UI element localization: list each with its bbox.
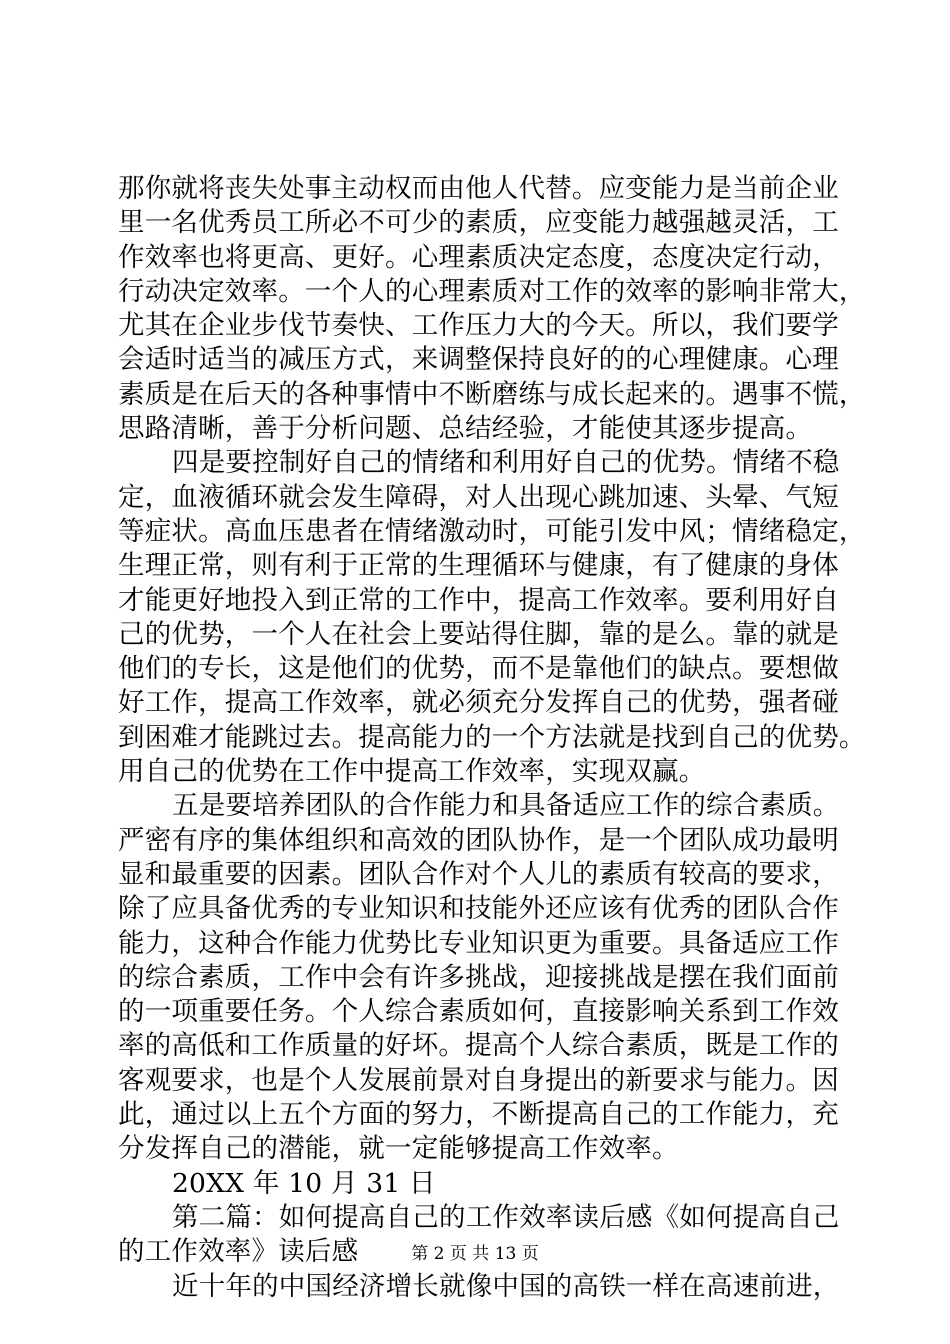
text-line: 己的优势，一个人在社会上要站得住脚，靠的是么。靠的就是 bbox=[118, 618, 839, 650]
text-line: 会适时适当的减压方式，来调整保持良好的的心理健康。心理 bbox=[118, 344, 839, 376]
text-line: 能力，这种合作能力优势比专业知识更为重要。具备适应工作 bbox=[118, 927, 839, 959]
text-line: 好工作，提高工作效率，就必须充分发挥自己的优势，强者碰 bbox=[118, 687, 839, 719]
text-line: 他们的专长，这是他们的优势，而不是靠他们的缺点。要想做 bbox=[118, 653, 839, 685]
text-line: 四是要控制好自己的情绪和利用好自己的优势。情绪不稳 bbox=[172, 447, 840, 479]
text-line: 定，血液循环就会发生障碍，对人出现心跳加速、头晕、气短 bbox=[118, 481, 839, 513]
text-line: 才能更好地投入到正常的工作中，提高工作效率。要利用好自 bbox=[118, 584, 839, 616]
text-line: 客观要求，也是个人发展前景对自身提出的新要求与能力。因 bbox=[118, 1064, 839, 1096]
document-body bbox=[118, 172, 866, 1304]
text-line: 那你就将丧失处事主动权而由他人代替。应变能力是当前企业 bbox=[118, 173, 839, 204]
page-footer: 第 2 页 共 13 页 bbox=[411, 1244, 539, 1264]
text-line: 思路清晰，善于分析问题、总结经验，才能使其逐步提高。 bbox=[118, 413, 813, 445]
text-line: 的综合素质，工作中会有许多挑战，迎接挑战是摆在我们面前 bbox=[118, 961, 839, 993]
text-line: 等症状。高血压患者在情绪激动时，可能引发中风；情绪稳定， bbox=[118, 515, 866, 547]
text-line: 行动决定效率。一个人的心理素质对工作的效率的影响非常大， bbox=[118, 275, 866, 307]
text-line: 生理正常，则有利于正常的生理循环与健康，有了健康的身体 bbox=[118, 550, 839, 582]
text-line: 此，通过以上五个方面的努力，不断提高自己的工作能力，充 bbox=[118, 1099, 839, 1131]
text-line: 作效率也将更高、更好。心理素质决定态度，态度决定行动， bbox=[118, 241, 839, 273]
text-line: 近十年的中国经济增长就像中国的高铁一样在高速前进， bbox=[172, 1270, 840, 1302]
text-line: 到困难才能跳过去。提高能力的一个方法就是找到自己的优势。 bbox=[118, 721, 866, 753]
text-line: 第二篇：如何提高自己的工作效率读后感《如何提高自己 bbox=[172, 1201, 840, 1233]
text-line: 的一项重要任务。个人综合素质如何，直接影响关系到工作效 bbox=[118, 996, 839, 1028]
text-line: 尤其在企业步伐节奏快、工作压力大的今天。所以，我们要学 bbox=[118, 310, 839, 342]
text-line: 用自己的优势在工作中提高工作效率，实现双赢。 bbox=[118, 756, 706, 788]
text-line: 里一名优秀员工所必不可少的素质，应变能力越强越灵活，工 bbox=[118, 207, 839, 239]
text-line: 素质是在后天的各种事情中不断磨练与成长起来的。遇事不慌， bbox=[118, 378, 866, 410]
text-line: 显和最重要的因素。团队合作对个人儿的素质有较高的要求， bbox=[118, 858, 839, 890]
text-line: 的工作效率》读后感 bbox=[118, 1236, 359, 1268]
text-line: 严密有序的集体组织和高效的团队协作，是一个团队成功最明 bbox=[118, 824, 839, 856]
text-line: 20XX 年 10 月 31 日 bbox=[172, 1167, 436, 1199]
text-line: 率的高低和工作质量的好坏。提高个人综合素质，既是工作的 bbox=[118, 1030, 839, 1062]
text-line: 分发挥自己的潜能，就一定能够提高工作效率。 bbox=[118, 1133, 679, 1165]
text-line: 五是要培养团队的合作能力和具备适应工作的综合素质。 bbox=[172, 790, 840, 822]
text-line: 除了应具备优秀的专业知识和技能外还应该有优秀的团队合作 bbox=[118, 893, 839, 925]
